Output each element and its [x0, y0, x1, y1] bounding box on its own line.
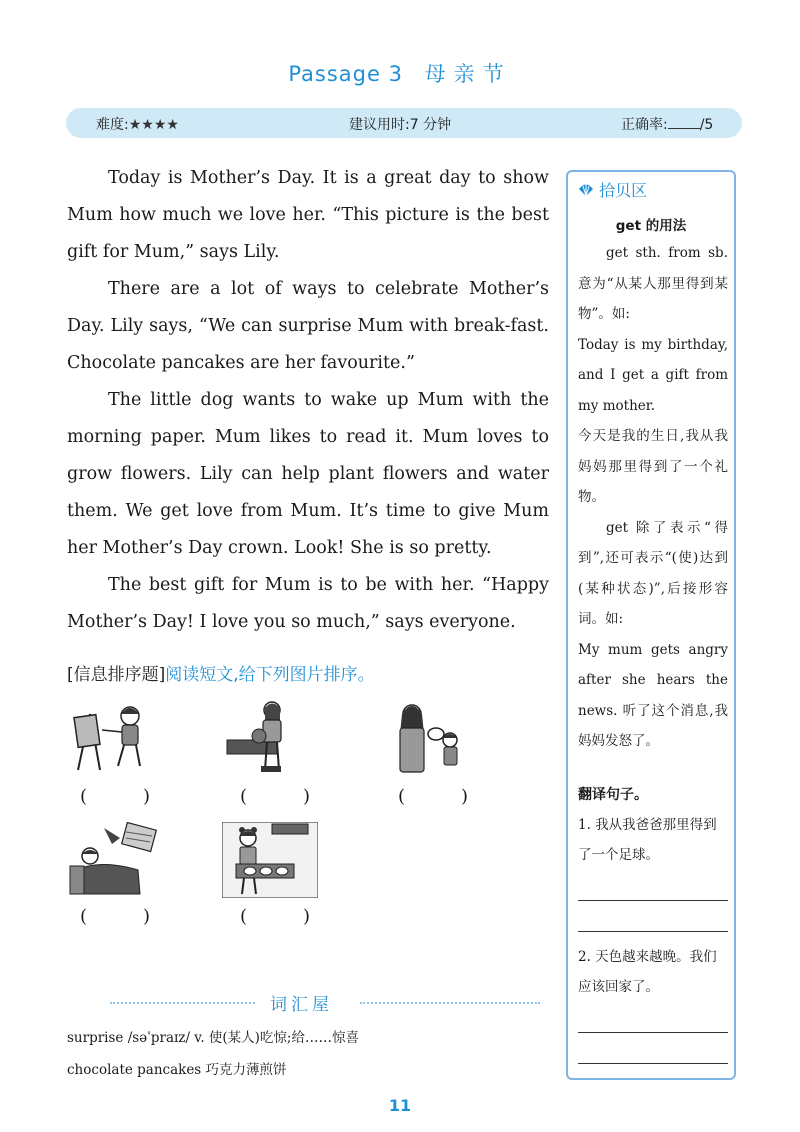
- passage-label: Passage 3: [288, 62, 403, 86]
- sidebar-line: My mum gets angry after she hears the news. 听了这个消息,我妈妈发怒了。: [578, 641, 728, 749]
- accuracy: [621, 114, 713, 134]
- accuracy-label: 正确率:: [621, 117, 668, 133]
- sidebar-line: get 除了表示“得到”,还可表示“(使)达到(某种状态)”,后接形容词。如:: [578, 519, 728, 627]
- paragraph: The best gift for Mum is to be with her. “Happy Mother’s Day! I love you so much,” says everyone.: [67, 575, 549, 632]
- difficulty-label: 难度:: [96, 117, 129, 133]
- answer-line[interactable]: [578, 1033, 728, 1064]
- sidebar-body: [578, 238, 728, 757]
- paren-open: (: [240, 786, 248, 807]
- page-title: [0, 58, 800, 88]
- star-rating-icon: ★★★★: [128, 117, 179, 133]
- paren-close: ): [142, 906, 150, 927]
- question-tag: [信息排序题]: [67, 665, 166, 685]
- picture-girl-pancakes: [222, 822, 318, 898]
- paren-close: ): [302, 906, 310, 927]
- picture-dog-newspaper: [68, 822, 164, 898]
- vocabulary-title: 词汇屋: [270, 995, 333, 1015]
- sidebar-heading: [578, 178, 647, 201]
- sidebar-heading-text: 拾贝区: [599, 181, 648, 200]
- paren-open: (: [80, 786, 88, 807]
- answer-blank[interactable]: [240, 906, 310, 927]
- page-number: 11: [388, 1096, 412, 1115]
- paragraph: There are a lot of ways to celebrate Mother’s Day. Lily says, “We can surprise Mum with break-fast. Chocolate pancakes are her favourite.”: [67, 279, 549, 373]
- info-bar: [66, 108, 742, 138]
- vocabulary-entry: chocolate pancakes 巧克力薄煎饼: [67, 1062, 287, 1078]
- paren-open: (: [398, 786, 406, 807]
- translation-item: 1. 我从我爸爸那里得到了一个足球。: [578, 817, 717, 863]
- passage-title-cn: 母亲节: [424, 62, 512, 86]
- translation-exercise: [578, 784, 728, 1064]
- sidebar-line: 今天是我的生日,我从我妈妈那里得到了一个礼物。: [578, 428, 728, 505]
- answer-blank[interactable]: [80, 906, 150, 927]
- difficulty: [96, 114, 179, 134]
- accuracy-total: /5: [699, 117, 714, 133]
- dotted-divider: [360, 1002, 540, 1004]
- answer-line[interactable]: [578, 901, 728, 932]
- answer-line[interactable]: [578, 1002, 728, 1033]
- question-text: 阅读短文,给下列图片排序。: [165, 665, 375, 685]
- shell-icon: [578, 183, 594, 197]
- paren-open: (: [80, 906, 88, 927]
- paren-close: ): [460, 786, 468, 807]
- accuracy-blank[interactable]: [668, 114, 700, 129]
- vocabulary-entry: surprise /səˈpraɪz/ v. 使(某人)吃惊;给……惊喜: [67, 1030, 359, 1046]
- sidebar-subheading: get 的用法: [615, 218, 687, 234]
- sidebar-line: Today is my birthday, and I get a gift from my mother.: [578, 336, 728, 414]
- vocabulary-heading: [110, 990, 540, 1014]
- sidebar-line: get sth. from sb. 意为“从某人那里得到某物”。如:: [578, 245, 728, 322]
- answer-blank[interactable]: [240, 786, 310, 807]
- paragraph: The little dog wants to wake up Mum with the morning paper. Mum likes to read it. Mum loves to grow flowers. Lily can help plant flowers and water them. We get love from Mum. It’s time to give Mum her Mother’s Day crown. Look! She is so pretty.: [67, 390, 549, 558]
- paren-close: ): [302, 786, 310, 807]
- answer-blank[interactable]: [398, 786, 468, 807]
- suggested-time: 建议用时:7 分钟: [349, 117, 452, 133]
- dotted-divider: [110, 1002, 255, 1004]
- answer-line[interactable]: [578, 870, 728, 901]
- paren-close: ): [142, 786, 150, 807]
- answer-blank[interactable]: [80, 786, 150, 807]
- paren-open: (: [240, 906, 248, 927]
- picture-girl-painting: [70, 700, 166, 776]
- translation-item: 2. 天色越来越晚。我们应该回家了。: [578, 949, 717, 995]
- translation-heading: 翻译句子。: [578, 787, 648, 803]
- paragraph: Today is Mother’s Day. It is a great day to show Mum how much we love her. “This picture is the best gift for Mum,” says Lily.: [67, 168, 549, 262]
- picture-girl-planting: [225, 700, 321, 776]
- ordering-question: [67, 660, 375, 685]
- picture-giving-crown: [390, 700, 486, 776]
- tips-sidebar: [566, 170, 736, 1080]
- passage-text: [67, 160, 549, 641]
